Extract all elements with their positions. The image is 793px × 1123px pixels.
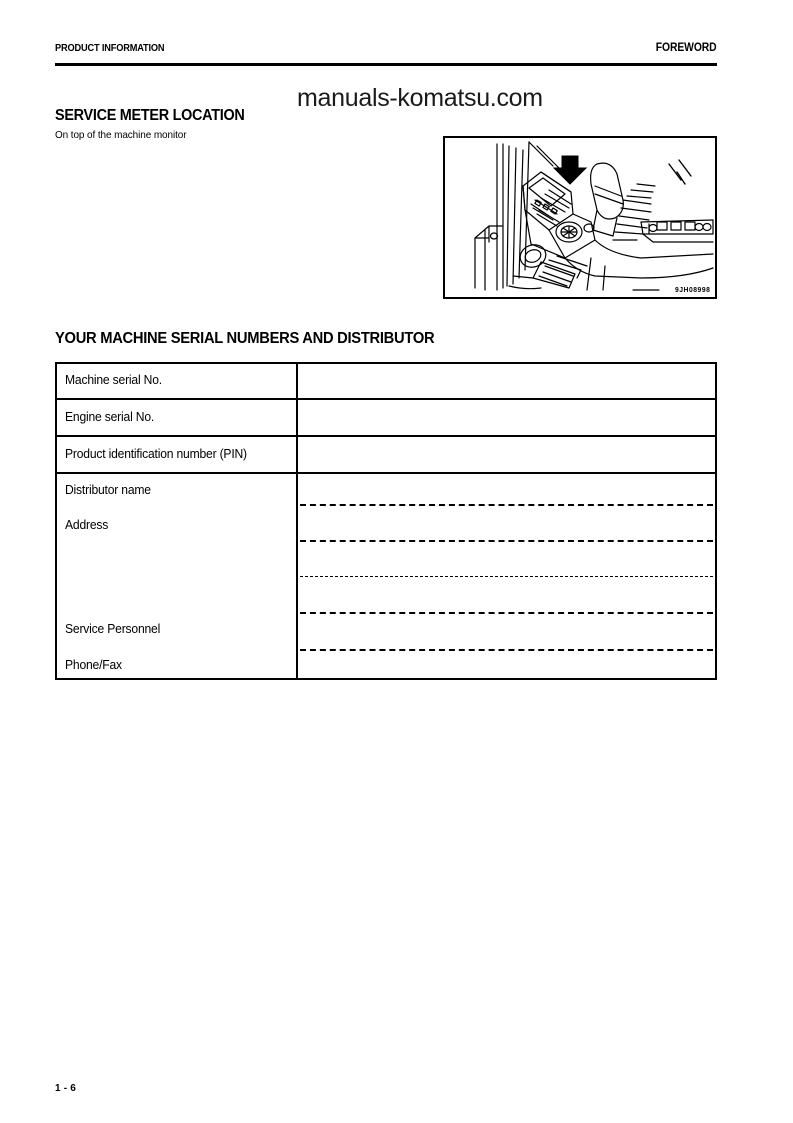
table-row: Phone/Fax: [65, 658, 122, 672]
table-dashed-line: [300, 649, 713, 651]
table-row: Engine serial No.: [65, 410, 155, 424]
table-dashed-line: [300, 504, 713, 506]
cab-interior-illustration: [445, 138, 715, 297]
table-row-divider-2: [57, 435, 715, 437]
service-meter-subtitle: On top of the machine monitor: [55, 129, 187, 141]
table-dashed-line: [300, 612, 713, 614]
header-divider: [55, 63, 717, 66]
page-number: 1 - 6: [55, 1083, 77, 1094]
serial-numbers-table: [55, 362, 717, 680]
table-column-divider: [296, 364, 298, 678]
header-left-label: PRODUCT INFORMATION: [55, 42, 165, 54]
serial-section-heading: YOUR MACHINE SERIAL NUMBERS AND DISTRIBUTOR: [55, 330, 435, 347]
table-row: Machine serial No.: [65, 373, 162, 387]
table-row-divider-3: [57, 472, 715, 474]
service-meter-figure: [443, 136, 717, 299]
table-row-divider-1: [57, 398, 715, 400]
pointer-arrow: [554, 156, 586, 184]
table-row: Address: [65, 518, 109, 532]
table-row: Product identification number (PIN): [65, 447, 247, 461]
service-meter-heading: SERVICE METER LOCATION: [55, 107, 245, 124]
running-header: [55, 42, 717, 62]
table-dashed-line: [300, 540, 713, 542]
watermark-text: manuals-komatsu.com: [297, 84, 543, 112]
figure-reference-code: 9JH08998: [674, 285, 710, 294]
table-dashed-line: [300, 576, 713, 577]
table-row: Service Personnel: [65, 622, 161, 636]
header-right-label: FOREWORD: [656, 42, 717, 54]
table-row: Distributor name: [65, 483, 151, 497]
